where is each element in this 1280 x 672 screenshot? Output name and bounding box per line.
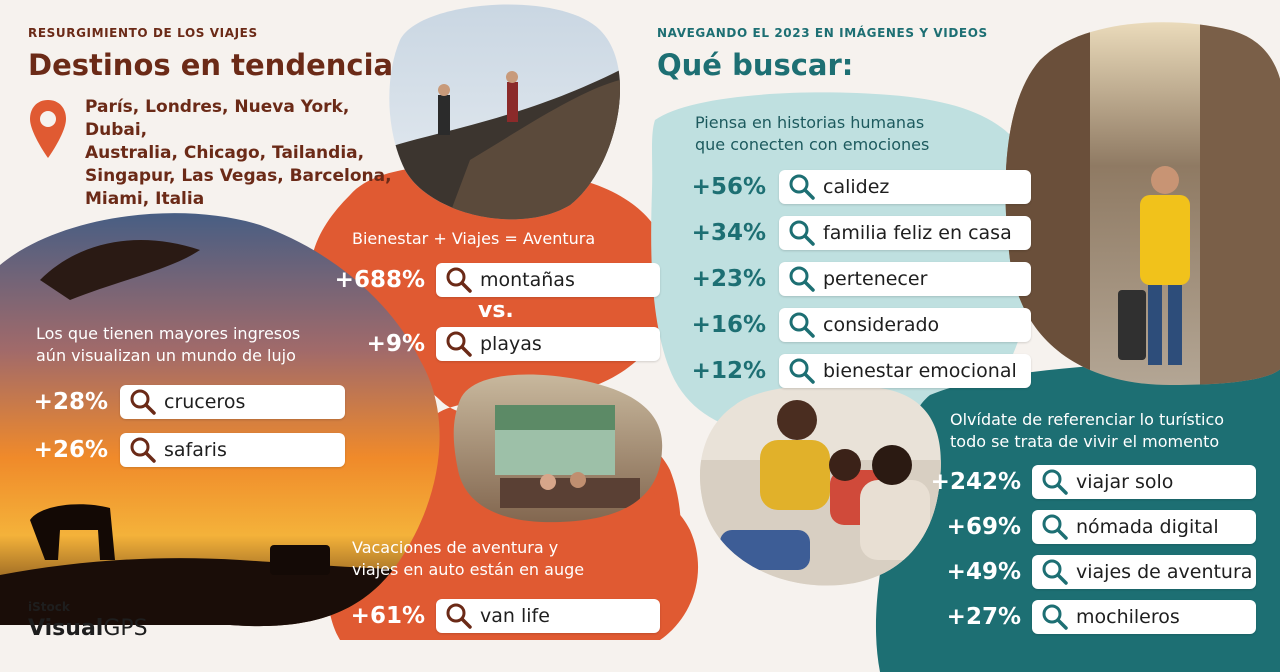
destinations-line: París, Londres, Nueva York, Dubai, [85,97,350,140]
stat-percent: +69% [946,514,1021,540]
search-pill-montanas[interactable] [436,263,660,297]
stat-percent: +26% [33,437,108,463]
istock-logo: iStock [28,600,70,614]
search-pill[interactable] [779,216,1031,250]
search-term: viajes de aventura [1076,561,1253,583]
stat-percent: +27% [946,604,1021,630]
search-term: montañas [480,269,575,291]
search-pill[interactable] [1032,600,1256,634]
search-term: mochileros [1076,606,1180,628]
left-kicker: RESURGIMIENTO DE LOS VIAJES [28,26,258,40]
search-term: considerado [823,314,940,336]
vanlife-label [352,537,652,581]
emotions-label [695,112,995,156]
luxury-label-line: aún visualizan un mundo de lujo [36,346,296,365]
search-icon [787,310,817,340]
stat-percent: +12% [691,358,766,384]
stat-percent: +61% [350,603,425,629]
search-icon [1040,467,1070,497]
search-term: bienestar emocional [823,360,1017,382]
stat-percent: +49% [946,559,1021,585]
moment-label-line: todo se trata de vivir el momento [950,432,1220,451]
search-pill[interactable] [1032,555,1256,589]
search-pill-playas[interactable] [436,327,660,361]
destinations-line: Singapur, Las Vegas, Barcelona, [85,166,392,186]
stat-percent: +688% [334,267,425,293]
search-icon [787,172,817,202]
search-icon [1040,512,1070,542]
search-icon [128,387,158,417]
emotions-label-line: Piensa en historias humanas [695,113,925,132]
destinations-line: Miami, Italia [85,189,205,209]
search-term: calidez [823,176,890,198]
search-pill[interactable] [779,262,1031,296]
search-term: pertenecer [823,268,928,290]
visualgps-logo-part: GPS [103,616,148,641]
stat-percent: +16% [691,312,766,338]
search-pill-safaris[interactable] [120,433,345,467]
search-icon [1040,557,1070,587]
stat-percent: +34% [691,220,766,246]
luxury-label [36,323,336,367]
right-title: Qué buscar: [657,48,854,82]
search-term: cruceros [164,391,246,413]
search-pill[interactable] [779,308,1031,342]
stat-percent: +28% [33,389,108,415]
search-icon [444,329,474,359]
adventure-label: Bienestar + Viajes = Aventura [352,229,596,248]
luxury-label-line: Los que tienen mayores ingresos [36,324,301,343]
search-icon [787,218,817,248]
vanlife-label-line: Vacaciones de aventura y [352,538,559,557]
search-term: van life [480,605,550,627]
stat-percent: +242% [930,469,1021,495]
search-icon [128,435,158,465]
location-pin-icon [28,98,68,160]
moment-label [950,409,1270,453]
left-title: Destinos en tendencia [28,48,394,82]
stat-percent: +9% [366,331,425,357]
destinations-line: Australia, Chicago, Tailandia, [85,143,365,163]
search-term: familia feliz en casa [823,222,1012,244]
destinations-list [85,96,405,211]
search-term: viajar solo [1076,471,1174,493]
moment-label-line: Olvídate de referenciar lo turístico [950,410,1225,429]
search-pill-van-life[interactable] [436,599,660,633]
search-icon [1040,602,1070,632]
search-term: playas [480,333,542,355]
search-pill[interactable] [779,354,1031,388]
search-term: safaris [164,439,227,461]
visualgps-logo [28,616,148,641]
versus-label: vs. [478,298,514,323]
visualgps-logo-part: Visual [28,616,104,641]
search-pill[interactable] [1032,510,1256,544]
search-pill-cruceros[interactable] [120,385,345,419]
search-icon [787,356,817,386]
stat-percent: +23% [691,266,766,292]
stat-percent: +56% [691,174,766,200]
right-kicker: NAVEGANDO EL 2023 EN IMÁGENES Y VIDEOS [657,26,988,40]
vanlife-label-line: viajes en auto están en auge [352,560,585,579]
search-term: nómada digital [1076,516,1219,538]
search-pill[interactable] [1032,465,1256,499]
emotions-label-line: que conecten con emociones [695,135,930,154]
search-pill[interactable] [779,170,1031,204]
search-icon [787,264,817,294]
search-icon [444,601,474,631]
traveler-street-photo [1000,10,1280,400]
search-icon [444,265,474,295]
